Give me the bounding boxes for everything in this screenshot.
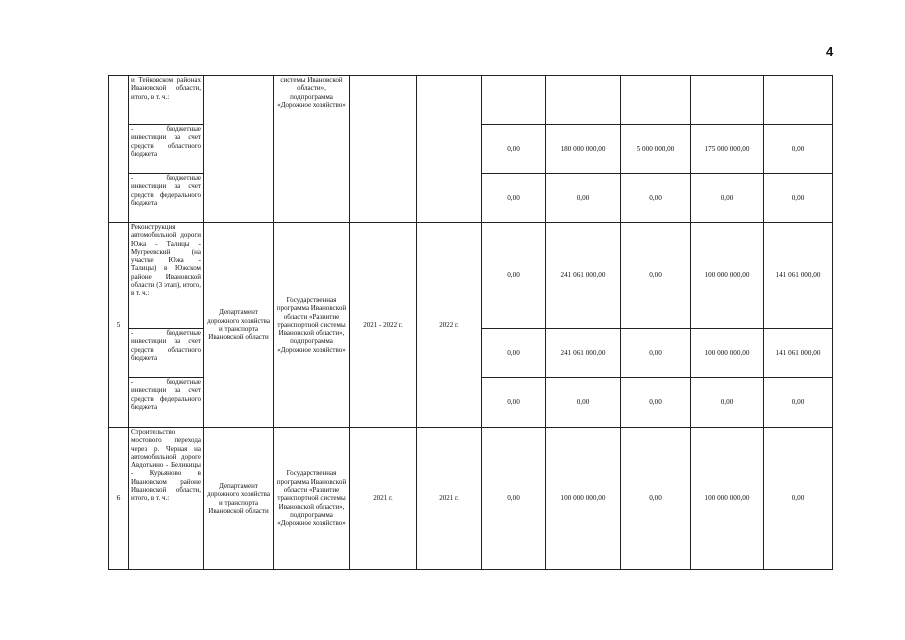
- value-cell: [621, 76, 691, 125]
- row-name: и Тейковском районах Ивановской области, итого, в т. ч.:: [129, 76, 204, 125]
- value-cell: 0,00: [621, 329, 691, 378]
- value-cell: 0,00: [764, 378, 833, 428]
- value-cell: 141 061 000,00: [764, 329, 833, 378]
- program-cell: системы Ивановской области», подпрограмма «Дорожное хозяйство»: [274, 76, 350, 223]
- row-name: Строительство мостового перехода через р. Черная на автомобильной дороге Авдотьино - Беликицы - Курьяново в Ивановском районе Ивановской области, итого, в т. ч.:: [129, 428, 204, 570]
- year-cell: 2021 г.: [417, 428, 482, 570]
- row-name: Реконструкция автомобильной дороги Южа - Талицы - Мугреевский (на участке Южа - Талицы) в Южском районе Ивановской области (3 этап), итого, в т. ч.:: [129, 223, 204, 329]
- value-cell: 0,00: [764, 174, 833, 223]
- value-cell: 0,00: [482, 174, 546, 223]
- page-number: 4: [826, 44, 834, 59]
- table-row: [109, 223, 833, 329]
- value-cell: 0,00: [764, 125, 833, 174]
- value-cell: 0,00: [546, 378, 621, 428]
- value-cell: [691, 76, 764, 125]
- program-cell: Государственная программа Ивановской области «Развитие транспортной системы Ивановской области», подпрограмма «Дорожное хозяйство»: [274, 428, 350, 570]
- value-cell: 175 000 000,00: [691, 125, 764, 174]
- value-cell: 0,00: [621, 223, 691, 329]
- value-cell: 0,00: [546, 174, 621, 223]
- value-cell: 241 061 000,00: [546, 223, 621, 329]
- value-cell: 0,00: [482, 125, 546, 174]
- value-cell: 241 061 000,00: [546, 329, 621, 378]
- row-index-cell: [109, 76, 129, 223]
- row-index-cell: 5: [109, 223, 129, 428]
- value-cell: 0,00: [621, 174, 691, 223]
- value-cell: 5 000 000,00: [621, 125, 691, 174]
- investment-table: [108, 75, 833, 570]
- table-row: [109, 76, 833, 125]
- dept-cell: Департамент дорожного хозяйства и транспорта Ивановской области: [204, 428, 274, 570]
- value-cell: 100 000 000,00: [691, 223, 764, 329]
- value-cell: 0,00: [482, 329, 546, 378]
- value-cell: 0,00: [482, 428, 546, 570]
- year-cell: [417, 76, 482, 223]
- row-name: - бюджетные инвестиции за счет средств областного бюджета: [129, 125, 204, 174]
- value-cell: 0,00: [482, 223, 546, 329]
- year-cell: 2022 г.: [417, 223, 482, 428]
- value-cell: [764, 76, 833, 125]
- period-cell: 2021 - 2022 г.: [350, 223, 417, 428]
- value-cell: 0,00: [621, 378, 691, 428]
- table-row: [109, 428, 833, 570]
- value-cell: [482, 76, 546, 125]
- row-name: - бюджетные инвестиции за счет средств федерального бюджета: [129, 174, 204, 223]
- row-index-cell: 6: [109, 428, 129, 570]
- dept-cell: Департамент дорожного хозяйства и транспорта Ивановской области: [204, 223, 274, 428]
- value-cell: 141 061 000,00: [764, 223, 833, 329]
- value-cell: 0,00: [691, 174, 764, 223]
- row-name: - бюджетные инвестиции за счет средств областного бюджета: [129, 329, 204, 378]
- value-cell: 0,00: [691, 378, 764, 428]
- program-cell: Государственная программа Ивановской области «Развитие транспортной системы Ивановской области», подпрограмма «Дорожное хозяйство»: [274, 223, 350, 428]
- value-cell: 100 000 000,00: [691, 428, 764, 570]
- period-cell: 2021 г.: [350, 428, 417, 570]
- value-cell: 0,00: [764, 428, 833, 570]
- value-cell: 100 000 000,00: [546, 428, 621, 570]
- value-cell: 180 000 000,00: [546, 125, 621, 174]
- value-cell: 0,00: [621, 428, 691, 570]
- dept-cell: [204, 76, 274, 223]
- value-cell: 100 000 000,00: [691, 329, 764, 378]
- period-cell: [350, 76, 417, 223]
- row-name: - бюджетные инвестиции за счет средств федерального бюджета: [129, 378, 204, 428]
- value-cell: [546, 76, 621, 125]
- value-cell: 0,00: [482, 378, 546, 428]
